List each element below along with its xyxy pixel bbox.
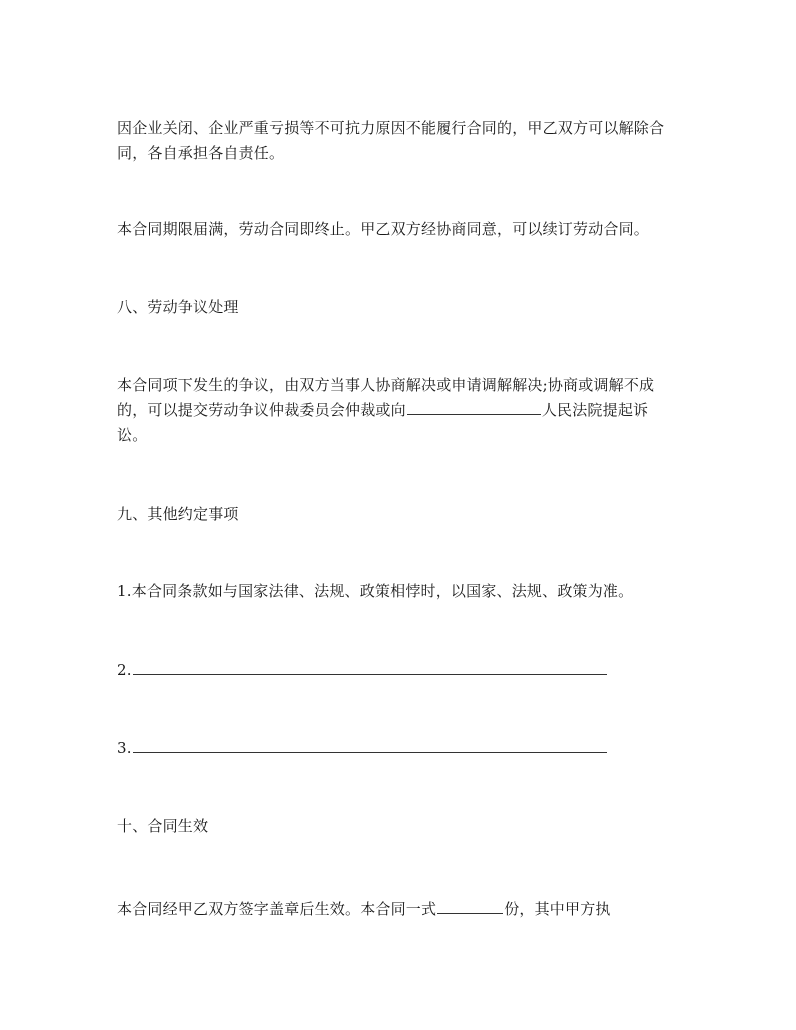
text-segment: 的，可以提交劳动争议仲裁委员会仲裁或向: [117, 401, 406, 419]
contract-expiry-paragraph: [117, 217, 687, 242]
paragraph-line: 讼。: [117, 426, 148, 444]
effect-paragraph: [117, 897, 687, 922]
text-segment: 本合同经甲乙双方签字盖章后生效。本合同一式: [117, 900, 437, 918]
court-name-blank: [407, 399, 541, 415]
paragraph-line-with-blank: [117, 897, 687, 922]
list-item: 1.本合同条款如与国家法律、法规、政策相悖时，以国家、法规、政策为准。: [117, 582, 634, 600]
paragraph-line: 因企业关闭、企业严重亏损等不可抗力原因不能履行合同的，甲乙双方可以解除合: [117, 119, 665, 137]
item-1: [117, 579, 687, 604]
section-8-heading: [117, 295, 687, 320]
item-2: [117, 658, 687, 683]
copies-count-blank: [437, 898, 503, 914]
section-title: 九、其他约定事项: [117, 505, 239, 523]
item-number: 2.: [117, 661, 132, 679]
paragraph-line: 本合同项下发生的争议，由双方当事人协商解决或申请调解解决;协商或调解不成: [117, 376, 655, 394]
item-3: [117, 736, 687, 761]
dispute-paragraph: [117, 373, 687, 448]
list-item: [117, 658, 687, 683]
section-9-heading: [117, 502, 687, 527]
list-item: [117, 736, 687, 761]
text-segment: 份，其中甲方执: [504, 900, 611, 918]
item-number: 3.: [117, 739, 132, 757]
section-10-heading: [117, 814, 687, 839]
force-majeure-paragraph: [117, 116, 687, 166]
text-segment: 人民法院提起诉: [541, 401, 649, 419]
paragraph-line: 本合同期限届满，劳动合同即终止。甲乙双方经协商同意，可以续订劳动合同。: [117, 220, 650, 238]
paragraph-line-with-blank: [117, 398, 687, 423]
section-title: 八、劳动争议处理: [117, 298, 239, 316]
paragraph-line: 同，各自承担各自责任。: [117, 144, 285, 162]
item-3-blank: [133, 737, 607, 753]
section-title: 十、合同生效: [117, 817, 209, 835]
item-2-blank: [133, 659, 607, 675]
